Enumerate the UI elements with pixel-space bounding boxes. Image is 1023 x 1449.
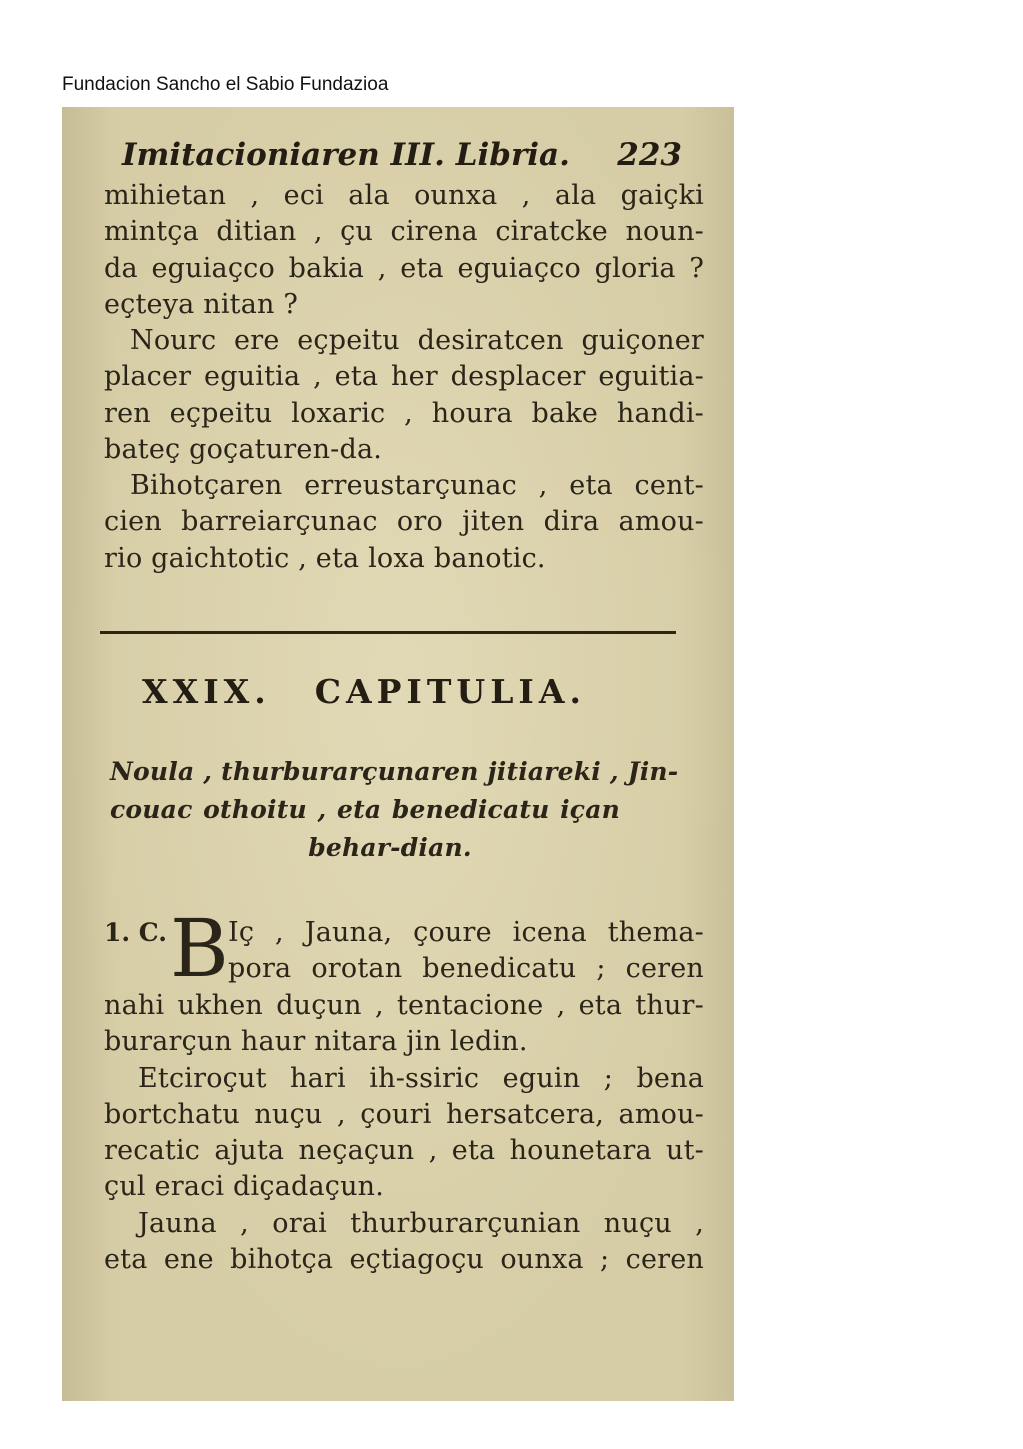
text-line: Etciroçut hari ih-ssiric eguin ; bena [138,1062,704,1094]
chapter-heading [142,672,642,711]
chapter-number: XXIX. [142,672,271,711]
chapter-summary [110,753,679,867]
running-header [122,137,682,173]
text-line: eta ene bihotça eçtiagoçu ounxa ; ceren [104,1244,704,1276]
text-line: burarçun haur nitara jin ledin. [104,1026,528,1058]
text-line: pora orotan benedicatu ; ceren [228,953,704,985]
text-line: recatic ajuta neçaçun , eta hounetara ut- [104,1135,704,1167]
text-line: ren eçpeitu loxaric , houra bake handi- [104,397,704,429]
paragraph-2 [104,323,704,468]
section-divider [100,631,676,634]
text-line: cien barreiarçunac oro jiten dira amou- [104,506,704,538]
text-line: mintça ditian , çu cirena ciratcke noun- [104,216,704,248]
page-number: 223 [617,137,682,173]
text-line: bateç goçaturen-da. [104,433,383,465]
text-line: bortchatu nuçu , çouri hersatcera, amou- [104,1098,704,1130]
summary-line: couac othoitu , eta benedicatu içan [110,795,620,824]
drop-cap: B [170,902,229,995]
archive-label: Fundacion Sancho el Sabio Fundazioa [62,74,389,95]
text-line: placer eguitia , eta her desplacer eguitia- [104,361,704,393]
text-line: Nourc ere eçpeitu desiratcen guiçoner [130,325,704,356]
first-lines [228,915,704,988]
text-line: rio gaichtotic , eta loxa banotic. [104,542,546,574]
text-line: Bihotçaren erreustarçunac , eta cent- [130,470,704,501]
book-page-scan [62,107,734,1401]
text-line: Iç , Jauna, çoure icena thema- [228,917,704,948]
summary-line: Noula , thurburarçunaren jitiareki , Jin- [110,757,679,786]
paragraph-1 [104,178,704,323]
summary-line: behar-dian. [308,833,472,862]
chapter-verse-number: 1. C. [104,918,167,947]
text-line: mihietan , eci ala ounxa , ala gaiçki [104,180,704,211]
text-line: nahi ukhen duçun , tentacione , eta thur- [104,990,704,1021]
text-line: eçteya nitan ? [104,288,299,320]
paragraph-3 [104,468,704,577]
body-lines [104,988,704,1278]
text-line: Jauna , orai thurburarçunian nuçu , [138,1207,704,1239]
text-line: da eguiaçco bakia , eta eguiaçco gloria ? [104,252,704,284]
chapter-title: CAPITULIA. [314,672,586,711]
text-line: çul eraci diçadaçun. [104,1171,385,1203]
running-title: Imitacioniaren III. Libria. [122,137,570,173]
